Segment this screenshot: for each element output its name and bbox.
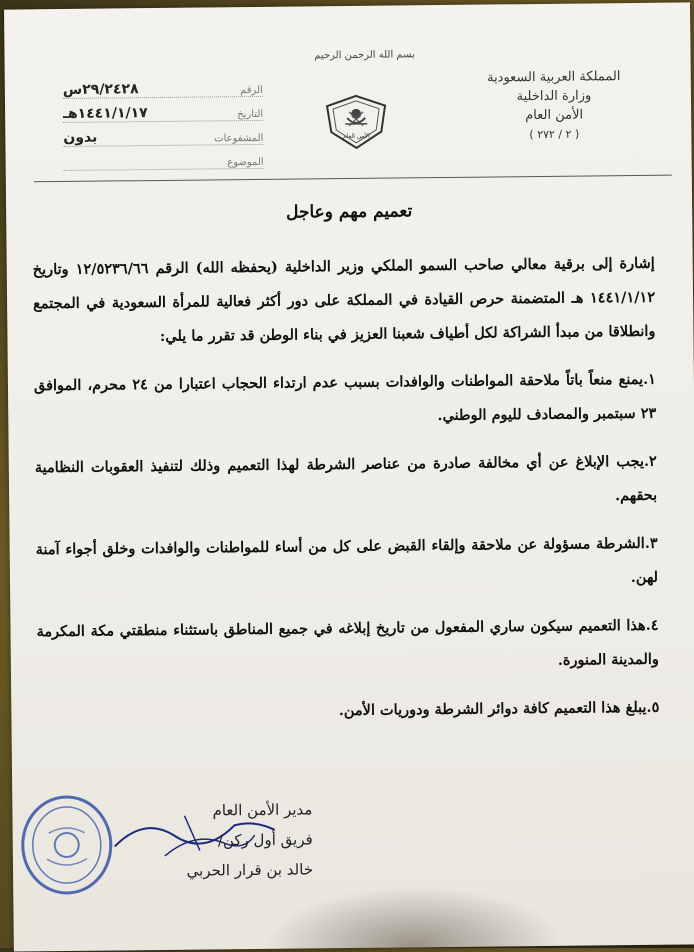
list-item: ٤.هذا التعميم سيكون ساري المفعول من تاريخ إبلاغه في جميع المناطق باستثناء منطقتي مكة المكرمة والمدينة المنورة.: [36, 616, 659, 669]
meta-label: المشفوعات: [214, 132, 264, 145]
document-title: تعميم مهم وعاجل: [285, 201, 413, 223]
meta-row-number: [63, 75, 263, 99]
meta-label: الموضوع: [227, 156, 264, 169]
meta-value: ١٤٤١/١/١٧هـ: [63, 105, 148, 122]
meta-value: ٢٩/٢٤٢٨س: [62, 81, 139, 98]
meta-label: الرقم: [240, 84, 263, 97]
document-meta: [63, 75, 264, 173]
issuer-block: [459, 67, 650, 145]
bismillah-header: بسم الله الرحمن الرحيم: [314, 49, 415, 62]
document-body: [33, 247, 660, 731]
kingdom-name: المملكة العربية السعودية: [486, 69, 621, 86]
ministry-name: وزارة الداخلية: [516, 88, 592, 105]
list-item: ٥.يبلغ هذا التعميم كافة دوائر الشرطة ودوريات الأمن.: [338, 698, 660, 720]
public-security-emblem-icon: [323, 92, 390, 153]
signatory-name: خالد بن قرار الحربي: [186, 860, 314, 880]
document-page: [4, 2, 694, 951]
meta-value: بدون: [63, 129, 98, 146]
signature-block: [132, 794, 313, 886]
meta-row-attachments: [63, 123, 263, 147]
list-item: ٢.يجب الإبلاغ عن أي مخالفة صادرة من عناصر الشرطة لهذا التعميم وذلك لتنفيذ العقوبات النظامية بحقهم.: [34, 452, 658, 505]
signatory-rank: فريق أول ركن/: [217, 830, 313, 850]
list-item: ١.يمنع منعاً باتاً ملاحقة المواطنات والوافدات بسبب عدم ارتداء الحجاب اعتبارا من ٢٤ محرم، الموافق ٢٣ سبتمبر والمصادف لليوم الوطني.: [33, 370, 657, 425]
official-stamp-icon: [18, 792, 115, 897]
meta-row-date: [63, 99, 263, 123]
reference-code: ( ٢ / ٢٧٢ ): [529, 127, 580, 142]
header-divider: [34, 175, 672, 183]
finger-shadow: [263, 884, 564, 952]
department-name: الأمن العام: [525, 107, 584, 124]
intro-paragraph: إشارة إلى برقية معالي صاحب السمو الملكي وزير الداخلية (يحفظه الله) الرقم ١٢/٥٢٣٦/٦٦ وتاريخ ١٤٤١/١/١٢ هـ المتضمنة حرص القيادة في المملكة على دور أكثر فعالية للمرأة السعودية في المجتمع وانطلاقا من مبدأ الشراكة لكل أطياف شعبنا العزيز في بناء الوطن قد تقرر ما يلي:: [32, 254, 656, 345]
emblem-label: الأمن العام: [342, 132, 370, 141]
meta-row-subject: [63, 147, 263, 171]
list-item: ٣.الشرطة مسؤولة عن ملاحقة وإلقاء القبض على كل من أساء للمواطنات والوافدات وخلق أجواء آمنة لهن.: [35, 534, 659, 587]
meta-label: التاريخ: [237, 108, 264, 121]
signatory-position: مدير الأمن العام: [212, 800, 313, 820]
